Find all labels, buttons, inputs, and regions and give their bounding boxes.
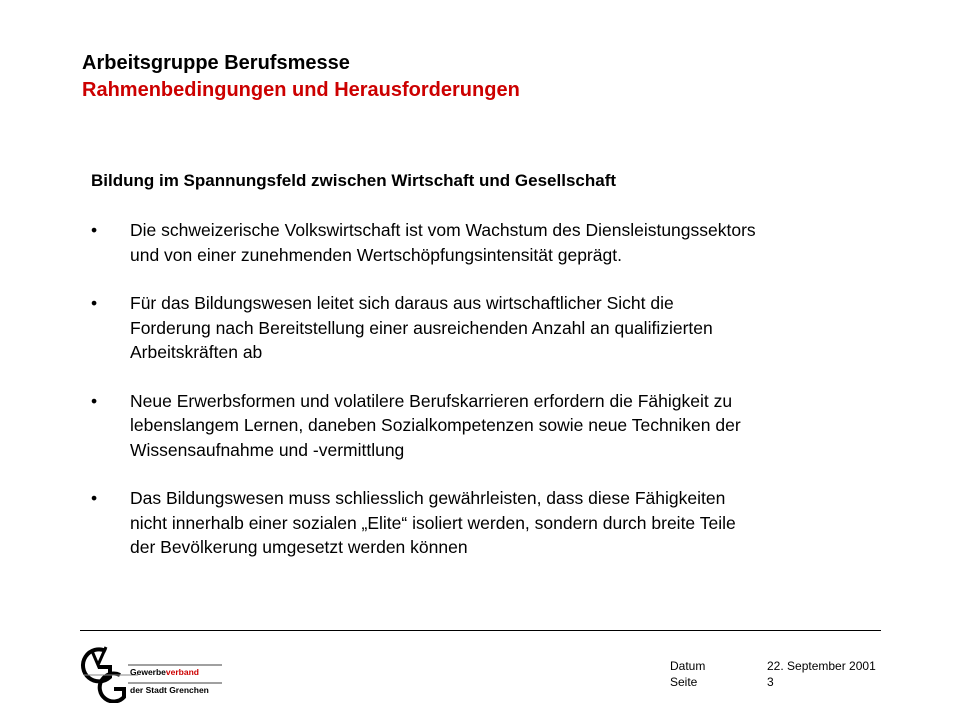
page-number: 3 [767,675,774,689]
slide-title: Arbeitsgruppe Berufsmesse [82,52,350,74]
footer-values [767,658,876,690]
bullet-item [91,486,911,560]
logo-text-bold: Gewerbe [130,667,166,677]
bullet-marker: • [91,293,98,313]
bullet-line: lebenslangem Lernen, daneben Sozialkompetenzen sowie neue Techniken der [130,415,741,435]
logo-text-line1 [130,667,199,677]
bullet-line: Das Bildungswesen muss schliesslich gewährleisten, dass diese Fähigkeiten [130,488,726,508]
footer-divider [80,630,881,631]
date-value: 22. September 2001 [767,659,876,673]
slide-subtitle: Rahmenbedingungen und Herausforderungen [82,79,520,101]
bullet-line: Für das Bildungswesen leitet sich daraus aus wirtschaftlicher Sicht die [130,293,674,313]
bullet-marker: • [91,488,98,508]
gewerbeverband-logo [80,645,225,703]
bullet-line: nicht innerhalb einer sozialen „Elite“ isoliert werden, sondern durch breite Teile [130,512,736,533]
bullet-line: Wissensaufnahme und -vermittlung [130,439,405,460]
bullet-line: Die schweizerische Volkswirtschaft ist vom Wachstum des Diensleistungssektors [130,220,756,240]
slide-header [82,50,520,104]
date-label: Datum [670,659,706,673]
footer-labels [670,658,705,690]
bullet-list [91,218,911,584]
logo-text-line2: der Stadt Grenchen [130,685,209,695]
bullet-line: der Bevölkerung umgesetzt werden können [130,537,468,557]
bullet-item [91,389,911,463]
page-label: Seite [670,675,698,689]
bullet-item [91,291,911,365]
bullet-line: Forderung nach Bereitstellung einer ausreichenden Anzahl an qualifizierten [130,317,713,338]
bullet-marker: • [91,390,98,411]
bullet-line: Neue Erwerbsformen und volatilere Berufskarrieren erfordern die Fähigkeit zu [130,390,733,411]
section-heading: Bildung im Spannungsfeld zwischen Wirtschaft und Gesellschaft [91,171,617,190]
bullet-item [91,218,911,267]
bullet-line: Arbeitskräften ab [130,342,263,362]
logo-text-accent: verband [165,667,199,677]
bullet-line: und von einer zunehmenden Wertschöpfungsintensität geprägt. [130,244,622,265]
bullet-marker: • [91,220,98,240]
